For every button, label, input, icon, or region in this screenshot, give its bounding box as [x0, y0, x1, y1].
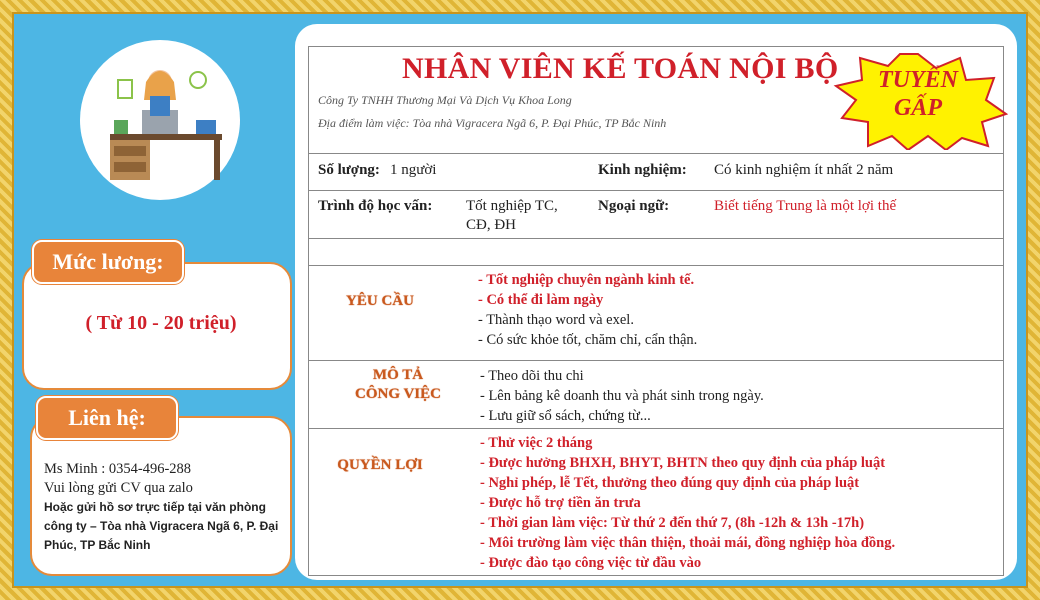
divider — [308, 153, 1004, 154]
list-item: - Có thể đi làm ngày — [478, 292, 604, 308]
list-item: - Thử việc 2 tháng — [480, 435, 593, 451]
contact-details — [44, 460, 284, 555]
education-value-1: Tốt nghiệp TC, — [466, 198, 558, 214]
experience-label: Kinh nghiệm: — [598, 162, 687, 178]
list-item: - Có sức khỏe tốt, chăm chỉ, cẩn thận. — [478, 332, 698, 348]
list-item: - Được hưởng BHXH, BHYT, BHTN theo quy định của pháp luật — [480, 455, 886, 471]
requirements-list — [478, 270, 697, 350]
office-worker-illustration — [80, 40, 240, 200]
contact-label: Liên hệ: — [36, 396, 178, 440]
language-label: Ngoại ngữ: — [598, 198, 670, 214]
divider — [308, 428, 1004, 429]
list-item: - Lưu giữ sổ sách, chứng từ... — [480, 408, 651, 424]
quantity-value: 1 người — [390, 162, 437, 178]
list-item: - Được đào tạo công việc từ đầu vào — [480, 555, 702, 571]
experience-value: Có kinh nghiệm ít nhất 2 năm — [714, 162, 894, 178]
education-value-2: CĐ, ĐH — [466, 217, 517, 233]
divider — [308, 360, 1004, 361]
salary-label: Mức lương: — [32, 240, 184, 284]
list-item: - Thời gian làm việc: Từ thứ 2 đến thứ 7, (8h -12h & 13h -17h) — [480, 515, 865, 531]
urgent-badge-line2: GẤP — [894, 95, 942, 121]
list-item: - Theo dõi thu chi — [480, 368, 584, 384]
benefits-list — [480, 433, 895, 573]
language-value: Biết tiếng Trung là một lợi thế — [714, 198, 897, 214]
urgent-badge-line1: TUYỂN — [878, 67, 958, 93]
accountant-desk-icon — [80, 40, 240, 200]
company-name: Công Ty TNHH Thương Mại Và Dịch Vụ Khoa Long — [318, 93, 572, 107]
list-item: - Nghỉ phép, lễ Tết, thưởng theo đúng quy định của pháp luật — [480, 475, 860, 491]
list-item: - Được hỗ trợ tiền ăn trưa — [480, 495, 641, 511]
contact-office: Hoặc gửi hồ sơ trực tiếp tại văn phòng công ty – Tòa nhà Vigracera Ngã 6, P. Đại Phúc, TP Bắc Ninh — [44, 500, 279, 552]
divider — [308, 190, 1004, 191]
description-title-line1: MÔ TẢ — [372, 367, 424, 383]
job-title: NHÂN VIÊN KẾ TOÁN NỘI BỘ — [402, 52, 839, 85]
urgent-badge-text — [852, 66, 984, 122]
work-address: Địa điểm làm việc: Tòa nhà Vigracera Ngã 6, P. Đại Phúc, TP Bắc Ninh — [318, 116, 667, 130]
description-title-line2: CÔNG VIỆC — [355, 386, 441, 402]
list-item: - Thành thạo word và exel. — [478, 312, 634, 328]
requirements-title: YÊU CẦU — [346, 293, 414, 309]
salary-value: ( Từ 10 - 20 triệu) — [85, 312, 237, 334]
list-item: - Lên bảng kê doanh thu và phát sinh trong ngày. — [480, 388, 764, 404]
list-item: - Môi trường làm việc thân thiện, thoải mái, đồng nghiệp hòa đồng. — [480, 535, 896, 551]
contact-zalo: Vui lòng gửi CV qua zalo — [44, 480, 193, 496]
contact-phone: Ms Minh : 0354-496-288 — [44, 461, 192, 477]
benefits-title: QUYỀN LỢI — [337, 457, 423, 473]
quantity-label: Số lượng: — [318, 162, 380, 178]
education-label: Trình độ học vấn: — [318, 198, 433, 214]
divider — [308, 238, 1004, 239]
divider — [308, 265, 1004, 266]
description-list — [480, 366, 764, 426]
list-item: - Tốt nghiệp chuyên ngành kinh tế. — [478, 272, 695, 288]
description-title — [318, 366, 478, 404]
